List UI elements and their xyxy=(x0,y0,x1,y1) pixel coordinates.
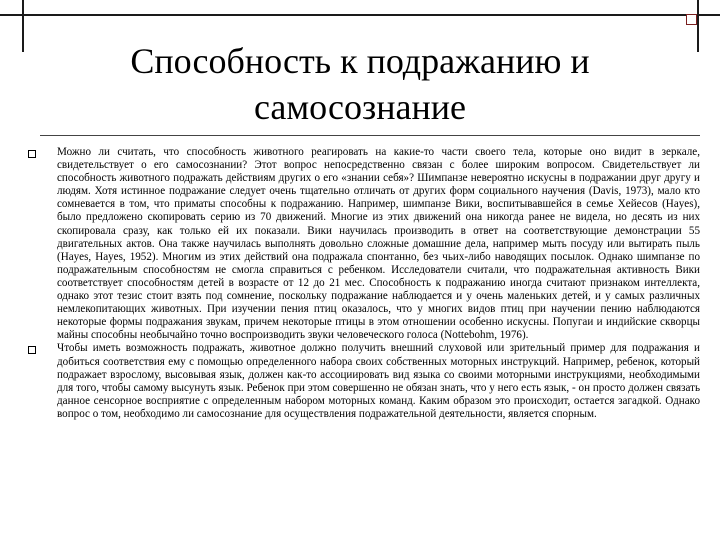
left-frame-line xyxy=(22,0,24,52)
title-divider xyxy=(40,135,700,136)
bullet-item xyxy=(28,146,700,342)
bullet-item xyxy=(28,342,700,421)
top-rule xyxy=(0,14,720,16)
square-bullet-icon xyxy=(28,346,36,354)
square-bullet-icon xyxy=(28,150,36,158)
corner-square-decoration xyxy=(686,14,697,25)
bullet-text: Чтобы иметь возможность подражать, животное должно получить внешний слуховой или зрительный пример для подражания и добиться соответствия ему с помощью определенного набора своих собственных моторных инструкций. Например, ребенок, который подражает взрослому, высовывая язык, должен как-то ассоциировать вид языка со своими моторными инструкциями, необходимыми для того, чтобы самому высунуть язык. Ребенок при этом совершенно не обязан знать, что у него есть язык, - он просто должен связать данное сенсорное восприятие с определенным набором моторных команд. Каким образом это происходит, остается загадкой. Однако вопрос о том, необходимо ли самосознание для осуществления подражательной деятельности, является спорным. xyxy=(57,342,700,420)
bullet-text: Можно ли считать, что способность животного реагировать на какие-то части своего тела, которые оно видит в зеркале, свидетельствует о его самосознании? Этот вопрос непосредственно связан с более широким вопросом. Свидетельствует ли способность животного подражать действиям других о его «знании себя»? Шимпанзе невероятно искусны в подражании друг другу и людям. Хотя истинное подражание следует очень тщательно отличать от других форм социального научения (Davis, 1973), мало кто сомневается в том, что приматы способны к подражанию. Например, шимпанзе Вики, воспитывавшейся в семье Хейесов (Hayes), было предложено скопировать серию из 70 движений. Многие из этих движений она никогда ранее не видела, но десять из них скопировала сразу, как только ей их показали. Вики научилась производить в ответ на соответствующие демонстрации 55 двигательных актов. Она также научилась выполнять довольно сложные домашние дела, например мыть посуду или вытирать пыль (Hayes, Hayes, 1952). Многим из этих действий она подражала спонтанно, без чьих-либо наводящих посылок. Однако шимпанзе по подражательным способностям не смогла справиться с ребенком. Исследователи считали, что подражательная активность Вики соответствует способностям детей в возрасте от 12 до 21 мес. Способность к подражанию иногда считают признаком интеллекта, однако этот тезис стоит взять под сомнение, поскольку подражание наблюдается и у очень маленьких детей, и у самых различных немлекопитающих животных. При изучении пения птиц оказалось, что у многих видов птиц при научении пению наблюдаются некоторые формы подражания звукам, причем некоторые птицы в этом отношении особенно искусны. Попугаи и индийские скворцы майны способны необычайно точно воспроизводить звуки человеческого голоса (Nottebohm, 1976). xyxy=(57,146,700,342)
slide-content xyxy=(28,146,700,421)
slide-title: Способность к подражанию и самосознание xyxy=(130,41,590,127)
right-frame-line xyxy=(697,0,699,52)
